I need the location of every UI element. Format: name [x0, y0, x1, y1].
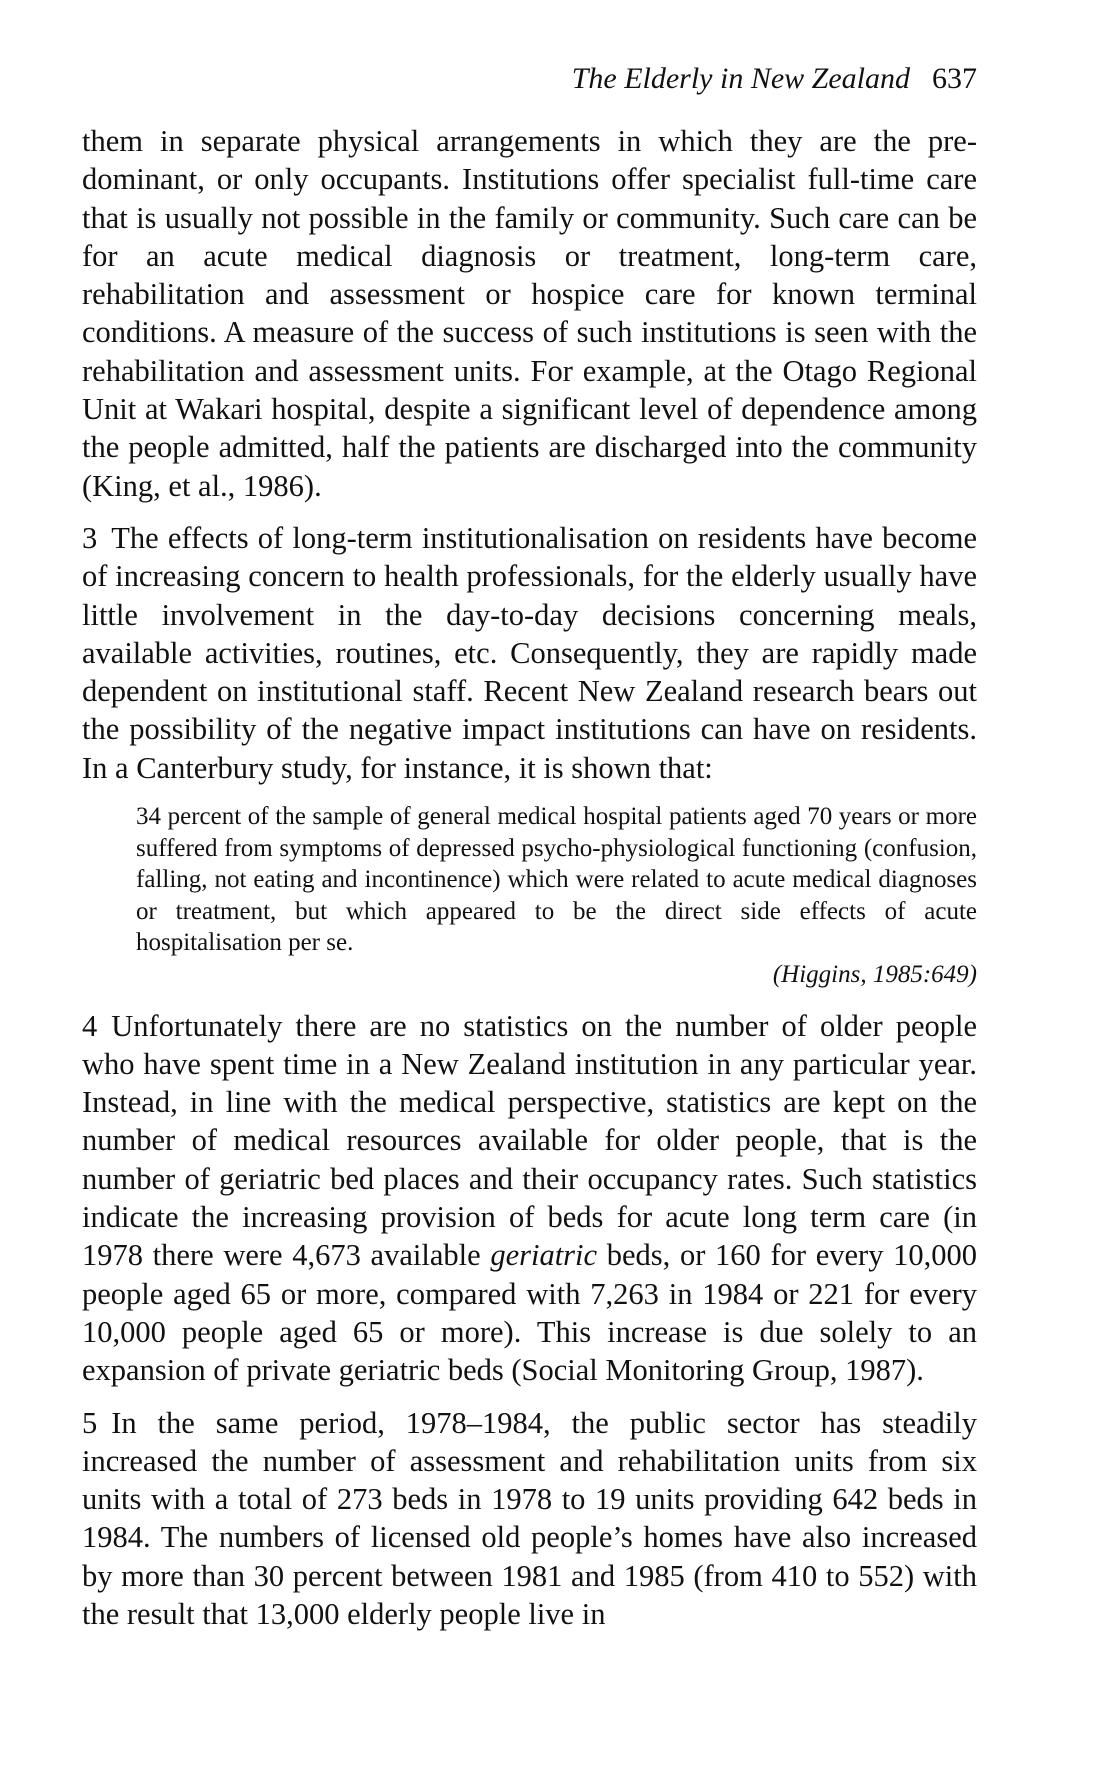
- book-page: [82, 62, 977, 1633]
- italic-term: geriatric: [490, 1238, 598, 1273]
- block-quote-text: 34 percent of the sample of general medical hospital patients aged 70 years or more suffered from symptoms of depressed psycho-physiological functioning (confusion, falling, not eating and incontinence) which were related to acute medical diagnoses or treatment, but which appeared to be the direct side effects of acute hospitalisation per se.: [136, 803, 977, 957]
- paragraph-continued: [82, 122, 977, 505]
- page-number: 637: [932, 62, 977, 95]
- paragraph-text: them in separate physical arrangements in which they are the pre-dominant, or only occupants. Institutions offer specialist full-time care that is usually not possible in the family or community. Such care can be for an acute medical diagnosis or treatment, long-term care, rehabilitation and assessment or hospice care for known terminal conditions. A measure of the success of such institutions is seen with the rehabilitation and assessment units. For example, at the Otago Regional Unit at Wakari hospital, despite a significant level of dependence among the people admitted, half the patients are discharged into the community (King, et al., 1986).: [82, 124, 977, 503]
- block-quote-citation: (Higgins, 1985:649): [772, 960, 977, 988]
- paragraph-5: [82, 1404, 977, 1634]
- running-head-title: The Elderly in New Zealand: [571, 62, 910, 95]
- paragraph-text: Unfortunately there are no statistics on the number of older people who have spent time in a New Zealand institution in any particular year. Instead, in line with the medical perspective, statistics are kept on the number of medical resources available for older people, that is the number of geriatric bed places and their occupancy rates. Such statistics indicate the increasing provision of beds for acute long term care (in 1978 there were 4,673 available: [82, 1008, 977, 1273]
- paragraph-text: In the same period, 1978–1984, the public sector has steadily increased the number of assessment and rehabilitation units from six units with a total of 273 beds in 1978 to 19 units providing 642 beds in 1984. The numbers of licensed old people’s homes have also increased by more than 30 percent between 1981 and 1985 (from 410 to 552) with the result that 13,000 elderly people live in: [82, 1405, 977, 1631]
- paragraph-number: 5: [82, 1405, 98, 1440]
- block-quote: [136, 801, 977, 959]
- paragraph-text: The effects of long-term institutionalisation on residents have become of increasing concern to health professionals, for the elderly usually have little involvement in the day-to-day decisions concerning meals, available activities, routines, etc. Consequently, they are rapidly made dependent on institutional staff. Recent New Zealand research bears out the possibility of the negative impact institutions can have on residents. In a Canterbury study, for instance, it is shown that:: [82, 520, 977, 785]
- running-head: [82, 62, 977, 112]
- paragraph-4: [82, 1007, 977, 1390]
- paragraph-text: beds, or 160 for every 10,000 people aged 65 or more, compared with 7,263 in 1984 or 221 for every 10,000 people aged 65 or more). This increase is due solely to an expansion of private geriatric beds (Social Monitoring Group, 1987).: [82, 1238, 977, 1388]
- paragraph-3: [82, 519, 977, 787]
- paragraph-number: 3: [82, 520, 98, 555]
- paragraph-number: 4: [82, 1008, 98, 1043]
